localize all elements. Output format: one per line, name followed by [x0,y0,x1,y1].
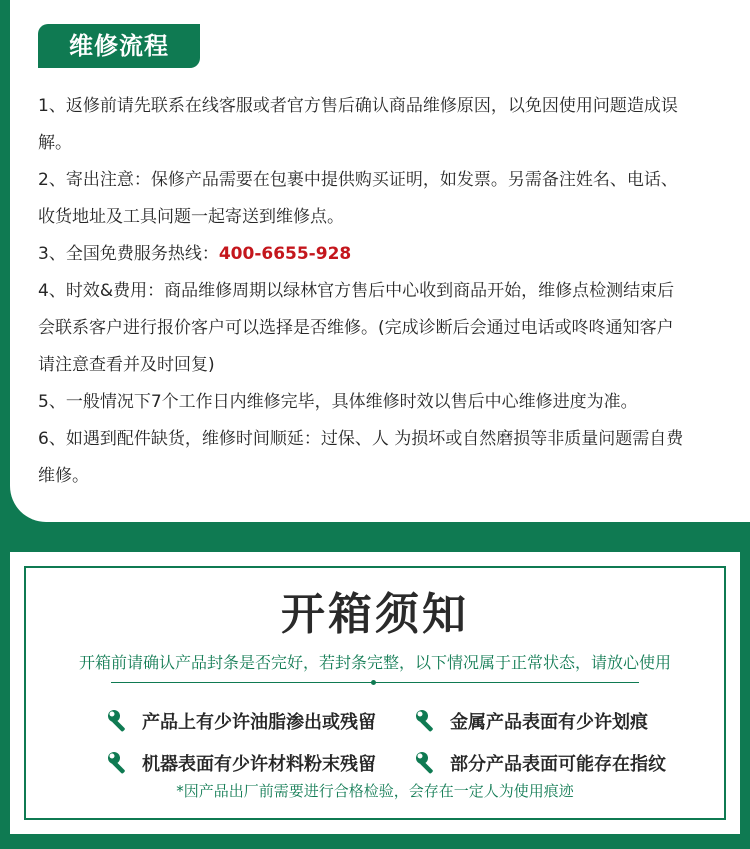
divider [111,682,639,683]
step-line: 5、一般情况下7个工作日内维修完毕，具体维修时效以售后中心维修进度为准。 [38,392,638,412]
step-line: 会联系客户进行报价客户可以选择是否维修。(完成诊断后会通过电话或咚咚通知客户 [38,318,674,338]
repair-steps [38,88,728,495]
step-line: 维修。 [38,466,89,486]
wrench-icon [414,750,440,776]
wrench-icon [414,708,440,734]
hotline-label: 3、全国免费服务热线： [38,244,219,264]
unboxing-note: *因产品出厂前需要进行合格检验，会存在一定人为使用痕迹 [176,782,574,800]
hotline-number: 400-6655-928 [218,244,352,264]
unboxing-item [414,750,666,776]
unboxing-subtitle: 开箱前请确认产品封条是否完好，若封条完整，以下情况属于正常状态，请放心使用 [78,653,671,672]
unboxing-title: 开箱须知 [281,589,469,640]
unboxing-item [414,708,648,734]
unboxing-notice-card [10,552,740,834]
unboxing-frame [24,566,726,820]
unboxing-item-text: 机器表面有少许材料粉末残留 [142,754,376,775]
unboxing-item-text: 部分产品表面可能存在指纹 [450,754,666,775]
step-line: 6、如遇到配件缺货，维修时间顺延：过保、人 为损坏或自然磨损等非质量问题需自费 [38,429,684,449]
step-line: 收货地址及工具问题一起寄送到维修点。 [38,207,344,227]
step-line: 4、时效&费用：商品维修周期以绿林官方售后中心收到商品开始，维修点检测结束后 [38,281,675,301]
wrench-icon [106,750,132,776]
unboxing-item [106,708,376,734]
repair-process-card [10,0,750,522]
step-line: 1、返修前请先联系在线客服或者官方售后确认商品维修原因，以免因使用问题造成误 [38,96,678,116]
step-line-hotline [38,236,728,273]
repair-process-title: 维修流程 [38,24,200,68]
step-line: 解。 [38,133,72,153]
wrench-icon [106,708,132,734]
unboxing-item-text: 产品上有少许油脂渗出或残留 [142,712,376,733]
unboxing-item [106,750,376,776]
step-line: 2、寄出注意：保修产品需要在包裹中提供购买证明，如发票。另需备注姓名、电话、 [38,170,678,190]
divider-dot [371,680,376,685]
step-line: 请注意查看并及时回复) [38,355,215,375]
unboxing-item-text: 金属产品表面有少许划痕 [450,712,648,733]
